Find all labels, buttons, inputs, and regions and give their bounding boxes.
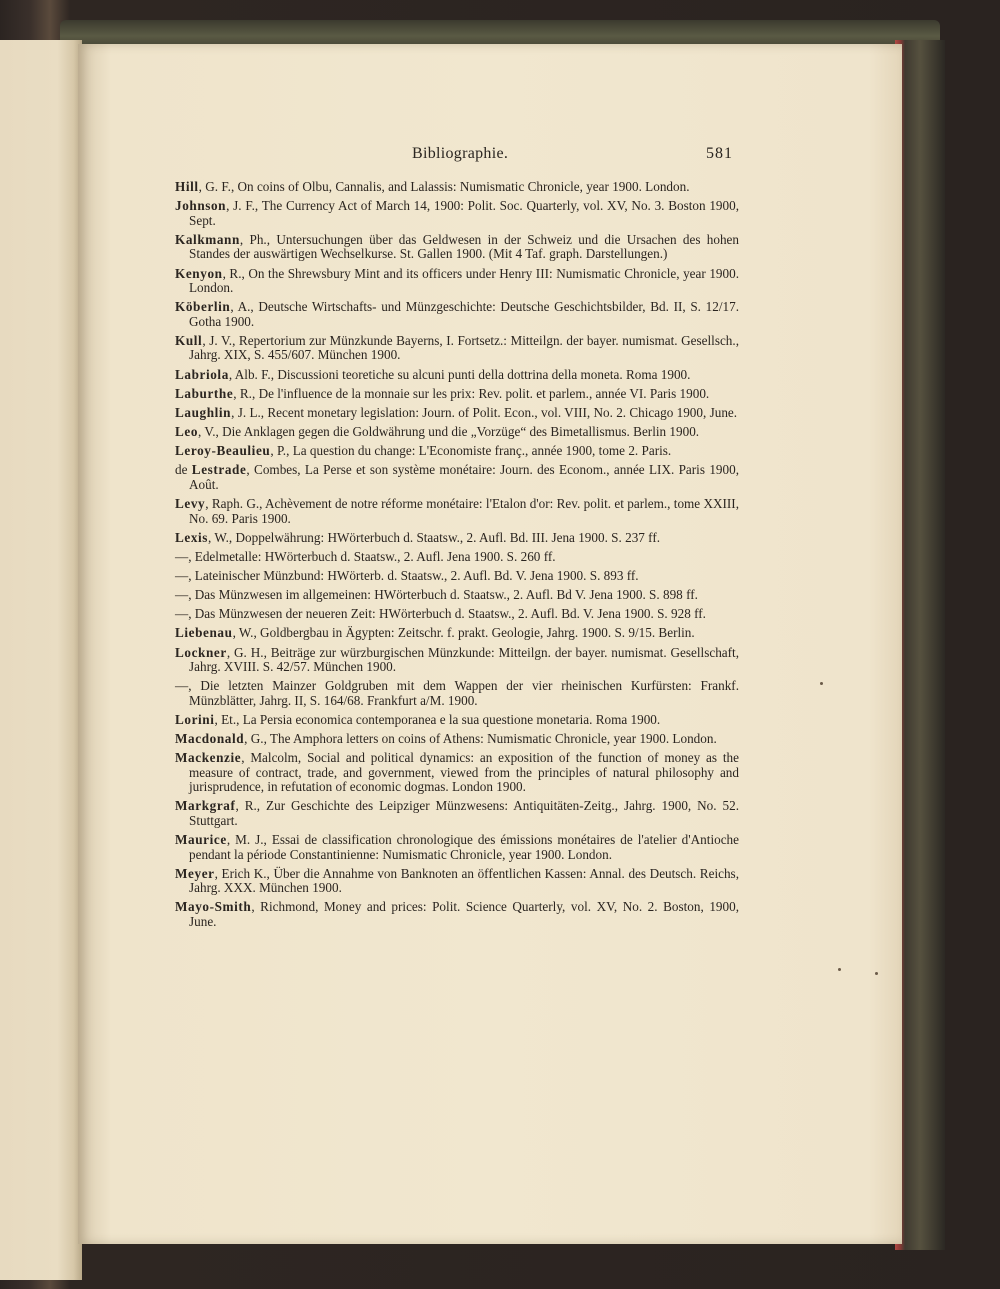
entry-text: , M. J., Essai de classification chronologique des émissions monétaires de l'atelier d'Antioche pendant la période Constantinienne: Numismatic Chronicle, year 1900. London. (189, 832, 739, 862)
entry-text: , P., La question du change: L'Economiste franç., année 1900, tome 2. Paris. (270, 443, 672, 459)
entry-text: , J. V., Repertorium zur Münzkunde Bayerns, I. Fortsetz.: Mitteilgn. der bayer. numismat. Gesellsch., Jahrg. XIX, S. 455/607. München 1900. (189, 332, 739, 363)
bibliography-entry (175, 679, 739, 708)
bibliography-entry (175, 406, 739, 421)
entry-text: , A., Deutsche Wirtschafts- und Münzgeschichte: Deutsche Geschichtsbilder, Bd. II, S. 12/17. Gotha 1900. (189, 299, 739, 329)
bibliography-entry (175, 497, 739, 526)
entry-text: Die letzten Mainzer Goldgruben mit dem Wappen der vier rheinischen Kurfürsten: Frankf. Münzblätter, Jahrg. II, S. 164/68. Frankfurt a/M. 1900. (189, 678, 740, 708)
entry-author: Maurice (175, 832, 227, 848)
entry-text: , W., Goldbergbau in Ägypten: Zeitschr. f. prakt. Geologie, Jahrg. 1900. S. 9/15. Berlin. (232, 625, 695, 641)
entry-prefix: —, (175, 606, 195, 622)
entry-author: Liebenau (175, 625, 233, 641)
dust-speck (838, 968, 841, 971)
entry-text: , G., The Amphora letters on coins of Athens: Numismatic Chronicle, year 1900. London. (244, 731, 717, 747)
bibliography-entry (175, 233, 739, 262)
entry-author: Kull (175, 332, 203, 348)
entry-text: , Malcolm, Social and political dynamics: an exposition of the function of money as the measure of contract, trade, and government, viewed from the principles of natural philosophy and jurisprudence, in refutation of economic dogmas. London 1900. (189, 750, 739, 795)
entry-author: Hill (175, 179, 199, 194)
bibliography-entry (175, 368, 739, 383)
entry-text: , V., Die Anklagen gegen die Goldwährung und die „Vorzüge“ des Bimetallismus. Berlin 1900. (198, 424, 700, 439)
dust-speck (820, 682, 823, 685)
entry-author: Kalkmann (175, 231, 240, 247)
entry-author: Laughlin (175, 404, 232, 420)
entry-text: , Et., La Persia economica contemporanea e la sua questione monetaria. Roma 1900. (214, 711, 661, 727)
entry-text: Das Münzwesen im allgemeinen: HWörterbuch d. Staatsw., 2. Aufl. Bd V. Jena 1900. S. 898 ff. (194, 587, 698, 603)
entry-text: Edelmetalle: HWörterbuch d. Staatsw., 2. Aufl. Jena 1900. S. 260 ff. (194, 548, 556, 564)
entry-text: , Richmond, Money and prices: Polit. Science Quarterly, vol. XV, No. 2. Boston, 1900, June. (189, 899, 739, 929)
entry-author: Levy (175, 495, 206, 511)
entry-author: Labriola (175, 366, 229, 382)
bibliography-entry (175, 387, 739, 402)
entry-text: , W., Doppelwährung: HWörterbuch d. Staatsw., 2. Aufl. Bd. III. Jena 1900. S. 237 ff. (208, 529, 661, 545)
entry-prefix: —, (175, 678, 201, 694)
entry-prefix: —, (175, 567, 195, 583)
bibliography-entry (175, 425, 739, 440)
bibliography-entry (175, 334, 739, 363)
bibliography-entry (175, 732, 739, 747)
bibliography-entry (175, 444, 739, 459)
entry-text: , G. H., Beiträge zur würzburgischen Münzkunde: Mitteilgn. der bayer. numismat. Gesellschaft, Jahrg. XVIII. S. 42/57. München 1900. (189, 644, 739, 675)
bibliography-entry (175, 569, 739, 584)
bibliography-entry (175, 180, 739, 195)
entry-author: Laburthe (175, 385, 234, 401)
entry-text: , Ph., Untersuchungen über das Geldwesen in der Schweiz und die Ursachen des hohen Standes der auswärtigen Wechselkurse. St. Gallen 1900. (Mit 4 Taf. graph. Darstellungen.) (189, 231, 739, 262)
dust-speck (875, 972, 878, 975)
entry-author: Leo (175, 424, 199, 439)
bibliography-entry (175, 867, 739, 896)
entry-author: Mackenzie (175, 750, 242, 766)
bibliography-entry (175, 300, 739, 329)
entry-author: Mayo-Smith (175, 899, 252, 915)
entry-author: Lockner (175, 644, 227, 660)
entry-prefix: —, (175, 587, 195, 603)
bibliography-entry (175, 550, 739, 565)
entry-author: Meyer (175, 865, 215, 881)
entry-author: Kenyon (175, 265, 223, 281)
entry-text: , J. L., Recent monetary legislation: Journ. of Polit. Econ., vol. VIII, No. 2. Chicago 1900, June. (231, 404, 738, 420)
entry-text: , R., On the Shrewsbury Mint and its officers under Henry III: Numismatic Chronicle, year 1900. London. (189, 265, 739, 296)
entry-text: , J. F., The Currency Act of March 14, 1900: Polit. Soc. Quarterly, vol. XV, No. 3. Boston 1900, Sept. (189, 198, 739, 228)
entry-text: , Combes, La Perse et son système monétaire: Journ. des Econom., année LIX. Paris 1900, Août. (189, 462, 739, 492)
bibliography-entry (175, 607, 739, 622)
page-number: 581 (706, 145, 733, 162)
entry-text: , R., De l'influence de la monnaie sur les prix: Rev. polit. et parlem., année VI. Paris 1900. (233, 385, 710, 401)
bibliography-entry (175, 626, 739, 641)
entry-text: , Alb. F., Discussioni teoretiche su alcuni punti della dottrina della moneta. Roma 1900. (228, 366, 691, 382)
entry-text: , Erich K., Über die Annahme von Banknoten an öffentlichen Kassen: Annal. des Deutsch. Reichs, Jahrg. XXX. München 1900. (189, 865, 739, 896)
entry-prefix: de (175, 462, 192, 478)
entry-author: Leroy-Beaulieu (175, 443, 271, 459)
entry-author: Köberlin (175, 299, 231, 315)
bibliography-entry (175, 267, 739, 296)
bibliography-entry (175, 833, 739, 862)
entry-author: Lorini (175, 711, 215, 727)
entry-author: Markgraf (175, 798, 236, 814)
entry-text: , G. F., On coins of Olbu, Cannalis, and Lalassis: Numismatic Chronicle, year 1900. London. (198, 179, 690, 194)
running-header: Bibliographie. (412, 145, 509, 162)
bibliography-entry (175, 588, 739, 603)
bibliography-entry (175, 900, 739, 929)
entry-author: Macdonald (175, 731, 245, 747)
book-cover-right-edge (895, 40, 945, 1250)
entry-author: Lestrade (191, 462, 247, 478)
bibliography-entry (175, 463, 739, 492)
bibliography-entry (175, 713, 739, 728)
entry-text: Das Münzwesen der neueren Zeit: HWörterbuch d. Staatsw., 2. Aufl. Bd. V. Jena 1900. S. 928 ff. (194, 606, 706, 622)
left-page-margin (0, 40, 82, 1280)
bibliography-entry (175, 799, 739, 828)
entry-author: Johnson (175, 198, 227, 214)
bibliography-entry (175, 531, 739, 546)
entry-text: Lateinischer Münzbund: HWörterb. d. Staatsw., 2. Aufl. Bd. V. Jena 1900. S. 893 ff. (194, 567, 639, 583)
entry-author: Lexis (175, 529, 209, 545)
bibliography-entry (175, 646, 739, 675)
entry-text: , Raph. G., Achèvement de notre réforme monétaire: l'Etalon d'or: Rev. polit. et parlem., tome XXIII, No. 69. Paris 1900. (189, 495, 739, 526)
entry-text: , R., Zur Geschichte des Leipziger Münzwesens: Antiquitäten-Zeitg., Jahrg. 1900, No. 52. Stuttgart. (189, 798, 739, 828)
bibliography-list (175, 180, 739, 934)
bibliography-entry (175, 751, 739, 795)
entry-prefix: —, (175, 548, 195, 564)
bibliography-entry (175, 199, 739, 228)
